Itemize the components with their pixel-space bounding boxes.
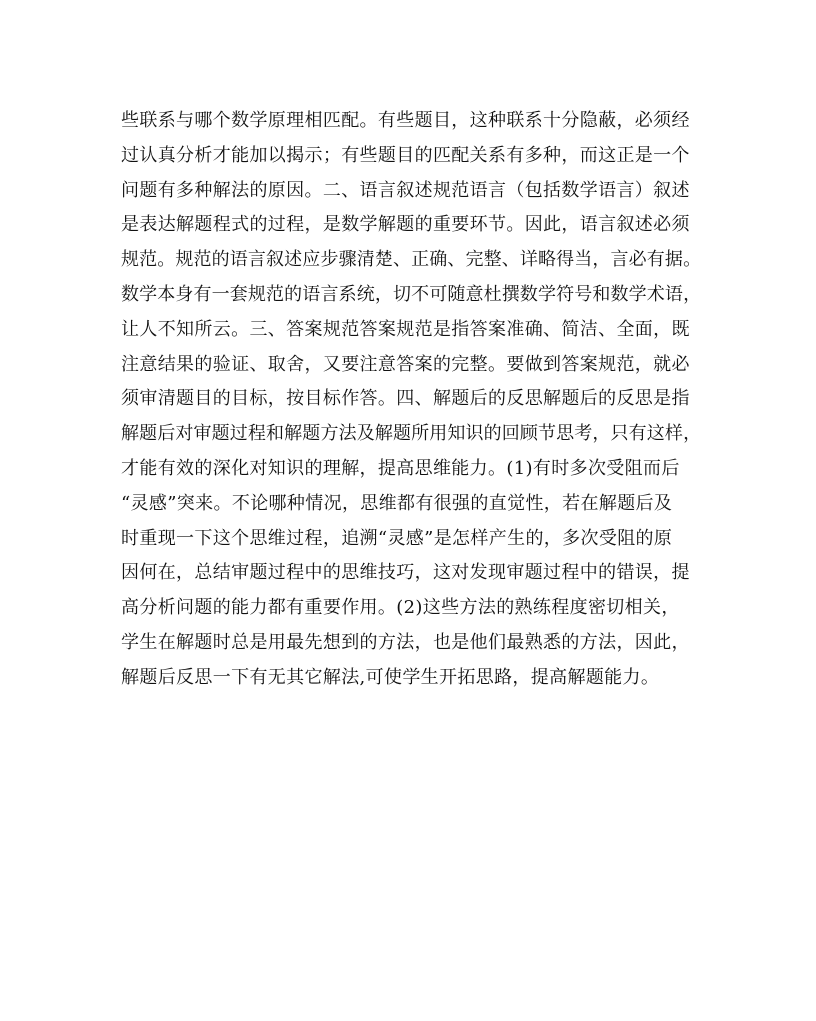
text-line: 学生在解题时总是用最先想到的方法，也是他们最熟悉的方法，因此，: [121, 631, 690, 653]
text-line: 解题后对审题过程和解题方法及解题所用知识的回顾节思考，只有这样，: [121, 423, 702, 445]
text-line: 是表达解题程式的过程，是数学解题的重要环节。因此，语言叙述必须: [121, 214, 690, 236]
text-line: 时重现一下这个思维过程，追溯“灵感”是怎样产生的，多次受阻的原: [121, 527, 673, 549]
text-line: 高分析问题的能力都有重要作用。(2)这些方法的熟练程度密切相关，: [121, 597, 680, 619]
text-line: 解题后反思一下有无其它解法,可使学生开拓思路，提高解题能力。: [121, 666, 660, 688]
text-line: 问题有多种解法的原因。二、语言叙述规范语言（包括数学语言）叙述: [121, 179, 690, 201]
text-line: “灵感”突来。不论哪种情况，思维都有很强的直觉性，若在解题后及: [121, 492, 673, 514]
text-line: 因何在，总结审题过程中的思维技巧，这对发现审题过程中的错误，提: [121, 562, 690, 584]
text-line: 须审清题目的目标，按目标作答。四、解题后的反思解题后的反思是指: [121, 388, 690, 410]
text-line: 数学本身有一套规范的语言系统，切不可随意杜撰数学符号和数学术语，: [121, 283, 702, 305]
text-line: 才能有效的深化对知识的理解，提高思维能力。(1)有时多次受阻而后: [121, 457, 680, 479]
text-line: 规范。规范的语言叙述应步骤清楚、正确、完整、详略得当，言必有据。: [121, 249, 702, 271]
body-text: [121, 104, 701, 696]
text-line: 注意结果的验证、取舍，又要注意答案的完整。要做到答案规范，就必: [121, 353, 690, 375]
text-line: 过认真分析才能加以揭示；有些题目的匹配关系有多种，而这正是一个: [121, 144, 690, 166]
text-line: 让人不知所云。三、答案规范答案规范是指答案准确、简洁、全面，既: [121, 318, 690, 340]
text-line: 些联系与哪个数学原理相匹配。有些题目，这种联系十分隐蔽，必须经: [121, 110, 690, 131]
